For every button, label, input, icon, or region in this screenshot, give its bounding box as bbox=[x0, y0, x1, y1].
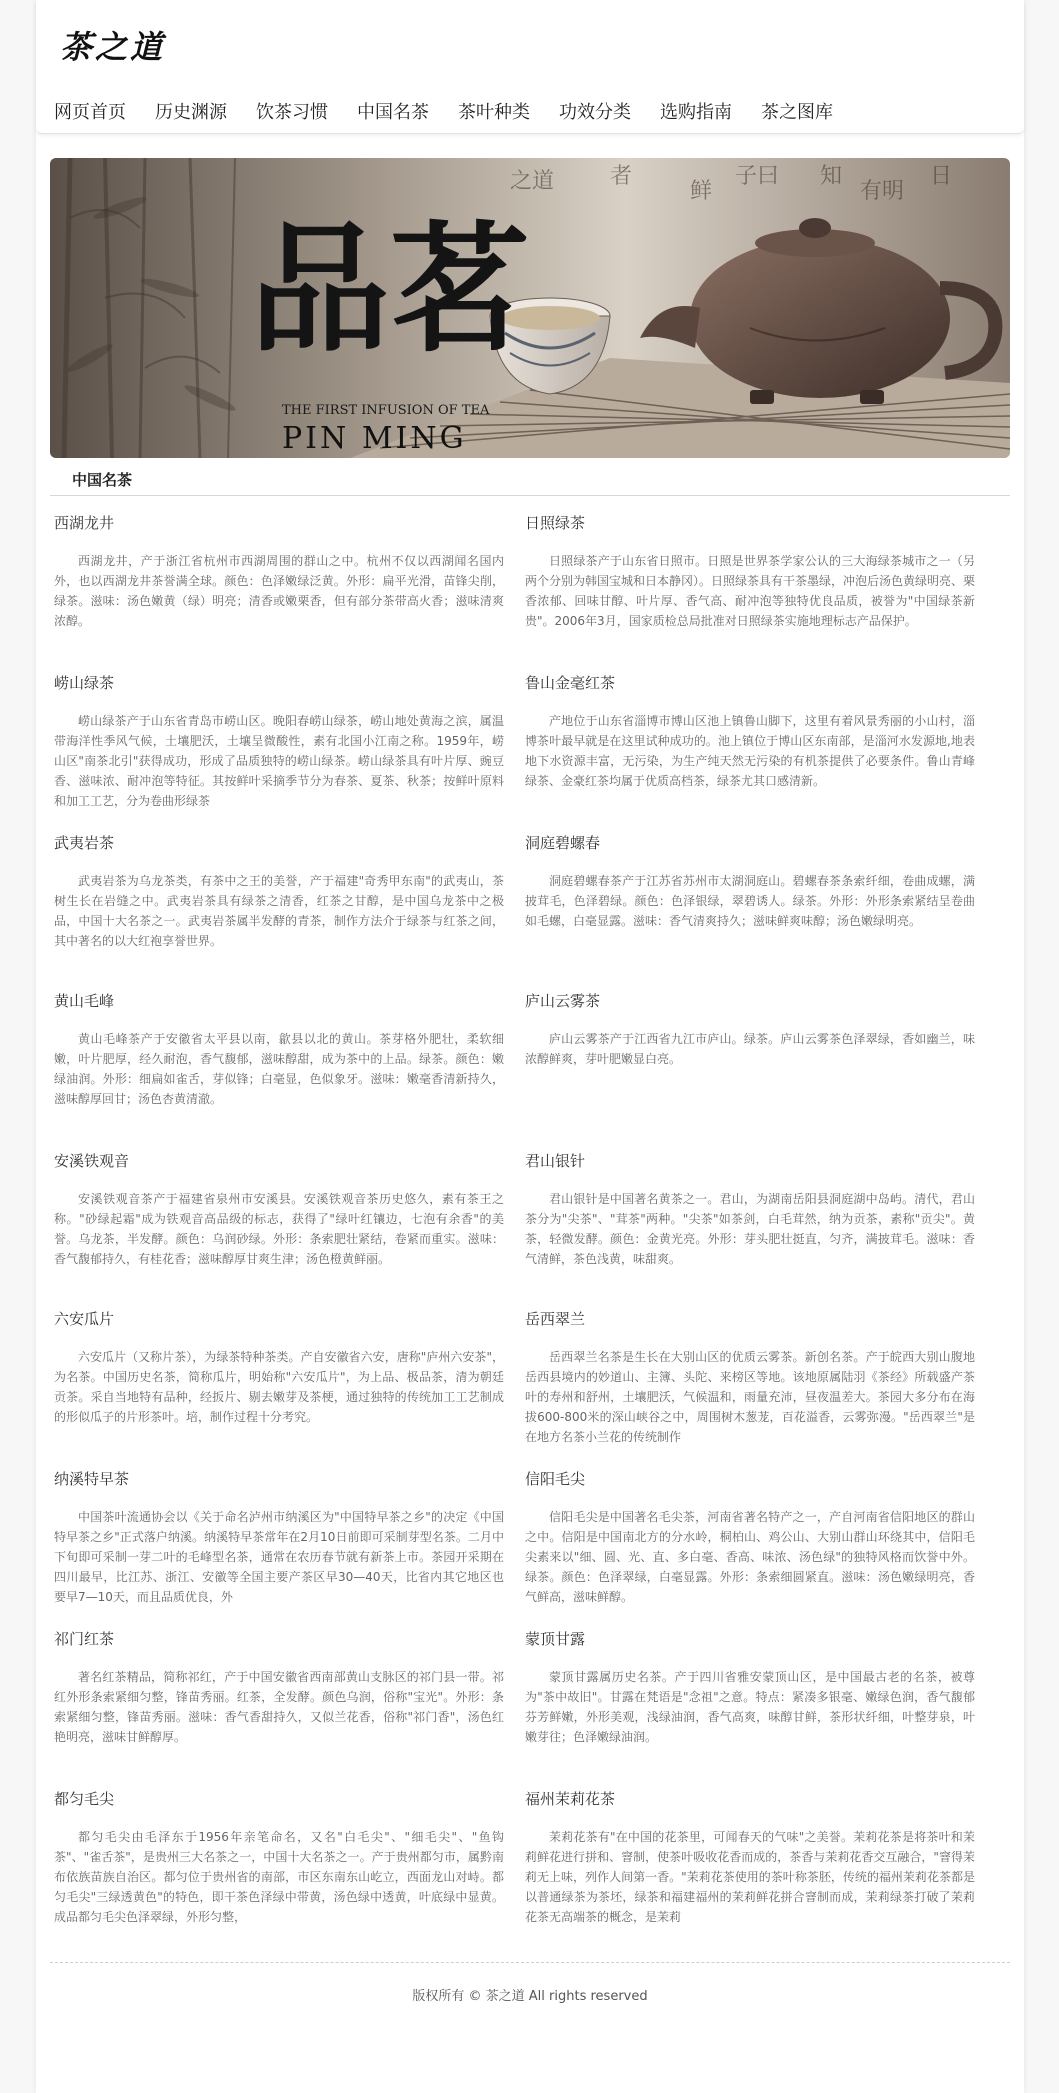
tea-name[interactable]: 安溪铁观音 bbox=[54, 1152, 130, 1170]
nav-item-tea-types[interactable]: 茶叶种类 bbox=[458, 102, 530, 123]
nav-item-drinking-habits[interactable]: 饮茶习惯 bbox=[256, 102, 328, 123]
tea-name[interactable]: 纳溪特早茶 bbox=[54, 1470, 130, 1488]
nav-item-gallery[interactable]: 茶之图库 bbox=[761, 102, 833, 123]
tea-description: 安溪铁观音茶产于福建省泉州市安溪县。安溪铁观音茶历史悠久，素有茶王之称。"砂绿起霜"成为铁观音高品级的标志，获得了"绿叶红镶边，七泡有余香"的美誉。乌龙茶，半发酵。颜色：乌润砂绿。外形：条索肥壮紧结，卷紧而重实。滋味：香气馥郁持久，有桂花香；滋味醇厚甘爽生津；汤色橙黄鲜丽。 bbox=[54, 1192, 504, 1266]
banner-calligraphy-0: 子曰 bbox=[735, 164, 780, 189]
tea-card bbox=[54, 513, 504, 631]
tea-name[interactable]: 洞庭碧螺春 bbox=[525, 834, 601, 852]
tea-name[interactable]: 都匀毛尖 bbox=[54, 1790, 115, 1808]
banner-calligraphy-5: 有明 bbox=[860, 179, 905, 204]
tea-card bbox=[525, 1629, 975, 1767]
tea-description: 蒙顶甘露属历史名茶。产于四川省雅安蒙顶山区，是中国最古老的名茶，被尊为"茶中故旧"。甘露在梵语是"念祖"之意。特点：紧凑多银毫、嫩绿色润，香气馥郁芬芳鲜嫩，外形美观，浅绿油润，香气高爽，味醇甘鲜，茶形状纤细，叶整芽泉，叶嫩芽往；色泽嫩绿油润。 bbox=[525, 1670, 975, 1744]
tea-name[interactable]: 信阳毛尖 bbox=[525, 1470, 586, 1488]
tea-description: 西湖龙井，产于浙江省杭州市西湖周围的群山之中。杭州不仅以西湖闻名国内外，也以西湖龙井茶誉满全球。颜色：色泽嫩绿泛黄。外形：扁平光滑，苗锋尖削，绿茶。滋味：汤色嫩黄（绿）明亮；清香或嫩栗香，但有部分茶带高火香；滋味清爽浓醇。 bbox=[54, 554, 504, 628]
tea-description: 武夷岩茶为乌龙茶类，有茶中之王的美誉，产于福建"奇秀甲东南"的武夷山，茶树生长在岩缝之中。武夷岩茶具有绿茶之清香，红茶之甘醇，是中国乌龙茶中之极品，中国十大名茶之一。武夷岩茶属半发酵的青茶，制作方法介于绿茶与红茶之间，其中著名的以大红袍享誉世界。 bbox=[54, 874, 504, 948]
tea-card bbox=[525, 1309, 975, 1467]
tea-card bbox=[54, 1151, 504, 1289]
tea-name[interactable]: 西湖龙井 bbox=[54, 514, 115, 532]
tea-description: 茉莉花茶有"在中国的花茶里，可闻春天的气味"之美誉。茉莉花茶是将茶叶和茉莉鲜花进行拼和、窨制，使茶叶吸收花香而成的，茶香与茉莉花香交互融合，"窨得茉莉无上味，列作人间第一香。"茉莉花茶使用的茶叶称茶胚，传统的福州茉莉花茶都是以普通绿茶为茶坯，绿茶和福建福州的茉莉鲜花拼合窨制而成，茉莉绿茶打破了茉莉花茶无高端茶的概念，是茉莉 bbox=[525, 1830, 975, 1924]
site-logo[interactable]: 茶之道 bbox=[60, 28, 166, 66]
section-title: 中国名茶 bbox=[72, 471, 133, 489]
banner-calligraphy-6: 日 bbox=[930, 164, 953, 189]
tea-name[interactable]: 武夷岩茶 bbox=[54, 834, 115, 852]
tea-name[interactable]: 庐山云雾茶 bbox=[525, 992, 601, 1010]
tea-card bbox=[54, 673, 504, 831]
tea-name[interactable]: 鲁山金毫红茶 bbox=[525, 674, 616, 692]
tea-name[interactable]: 日照绿茶 bbox=[525, 514, 586, 532]
hero-banner bbox=[50, 158, 1010, 458]
tea-description: 六安瓜片（又称片茶），为绿茶特种茶类。产自安徽省六安，唐称"庐州六安茶"，为名茶。中国历史名茶，简称瓜片，明始称"六安瓜片"，为上品、极品茶，清为朝廷贡茶。采自当地特有品种，经扳片、剔去嫩芽及茶梗，通过独特的传统加工工艺制成的形似瓜子的片形茶叶。培，制作过程十分考究。 bbox=[54, 1350, 504, 1424]
tea-card bbox=[54, 1629, 504, 1767]
tea-name[interactable]: 黄山毛峰 bbox=[54, 992, 115, 1010]
nav-item-effects[interactable]: 功效分类 bbox=[559, 102, 631, 123]
banner-title: 品茗 bbox=[250, 208, 531, 372]
tea-name[interactable]: 福州茉莉花茶 bbox=[525, 1790, 616, 1808]
tea-card bbox=[525, 513, 975, 671]
tea-card bbox=[525, 1151, 975, 1289]
nav-item-famous-teas[interactable]: 中国名茶 bbox=[357, 102, 429, 123]
tea-description: 崂山绿茶产于山东省青岛市崂山区。晚阳春崂山绿茶，崂山地处黄海之滨，属温带海洋性季风气候，土壤肥沃，土壤呈微酸性，素有北国小江南之称。1959年，崂山区"南茶北引"获得成功，形成了品质独特的崂山绿茶。崂山绿茶具有叶片厚、豌豆香、滋味浓、耐冲泡等特征。其按鲜叶采摘季节分为春茶、夏茶、秋茶；按鲜叶原料和加工工艺，分为卷曲形绿茶 bbox=[54, 714, 504, 808]
banner-calligraphy-1: 之道 bbox=[510, 169, 555, 194]
footer-divider bbox=[50, 1962, 1010, 1963]
tea-card bbox=[525, 833, 975, 971]
banner-brand: PIN MING bbox=[282, 421, 467, 456]
nav-item-history[interactable]: 历史渊源 bbox=[155, 102, 227, 123]
tea-description: 黄山毛峰茶产于安徽省太平县以南，歙县以北的黄山。茶芽格外肥壮，柔软细嫩，叶片肥厚，经久耐泡，香气馥郁，滋味醇甜，成为茶中的上品。绿茶。颜色：嫩绿油润。外形：细扁如雀舌，芽似锋；白毫显，色似象牙。滋味：嫩毫香清新持久，滋味醇厚回甘；汤色杏黄清澈。 bbox=[54, 1032, 504, 1106]
tea-description: 信阳毛尖是中国著名毛尖茶，河南省著名特产之一，产自河南省信阳地区的群山之中。信阳是中国南北方的分水岭，桐柏山、鸡公山、大别山群山环绕其中，信阳毛尖素来以"细、圆、光、直、多白毫、香高、味浓、汤色绿"的独特风格而饮誉中外。绿茶。颜色：色泽翠绿，白毫显露。外形：条索细圆紧直。滋味：汤色嫩绿明亮，香气鲜高，滋味鲜醇。 bbox=[525, 1510, 975, 1604]
tea-description: 著名红茶精品，简称祁红，产于中国安徽省西南部黄山支脉区的祁门县一带。祁红外形条索紧细匀整，锋苗秀丽。红茶，全发酵。颜色乌润，俗称"宝光"。外形：条索紧细匀整，锋苗秀丽。滋味：香气香甜持久，又似兰花香，俗称"祁门香"，汤色红艳明亮，滋味甘鲜醇厚。 bbox=[54, 1670, 504, 1744]
tea-card bbox=[54, 1469, 504, 1627]
banner-subtitle: THE FIRST INFUSION OF TEA bbox=[282, 403, 490, 418]
tea-name[interactable]: 君山银针 bbox=[525, 1152, 586, 1170]
tea-description: 中国茶叶流通协会以《关于命名泸州市纳溪区为"中国特早茶之乡"的决定《中国特早茶之乡"正式落户纳溪。纳溪特早茶常年在2月10日前即可采制芽型名茶。二月中下旬即可采制一芽二叶的毛峰型名茶，通常在农历春节就有新茶上市。茶园开采期在四川最早，比江苏、浙江、安徽等全国主要产茶区早30—40天，比省内其它地区也要早7—10天，而且品质优良，外 bbox=[54, 1510, 504, 1604]
tea-name[interactable]: 六安瓜片 bbox=[54, 1310, 115, 1328]
tea-name[interactable]: 祁门红茶 bbox=[54, 1630, 115, 1648]
tea-name[interactable]: 蒙顶甘露 bbox=[525, 1630, 586, 1648]
tea-description: 都匀毛尖由毛泽东于1956年亲笔命名，又名"白毛尖"、"细毛尖"、"鱼钩茶"、"雀舌茶"，是贵州三大名茶之一，中国十大名茶之一。产于贵州都匀市，属黔南布依族苗族自治区。都匀位于贵州省的南部，市区东南东山屹立，西面龙山对峙。都匀毛尖"三绿透黄色"的特色，即干茶色泽绿中带黄，汤色绿中透黄，叶底绿中显黄。成品都匀毛尖色泽翠绿，外形匀整， bbox=[54, 1830, 504, 1924]
tea-description: 君山银针是中国著名黄茶之一。君山，为湖南岳阳县洞庭湖中岛屿。清代，君山茶分为"尖茶"、"茸茶"两种。"尖茶"如茶剑，白毛茸然，纳为贡茶，素称"贡尖"。黄茶，轻微发酵。颜色：金黄光亮。外形：芽头肥壮挺直，匀齐，满披茸毛。滋味：香气清鲜，茶色浅黄，味甜爽。 bbox=[525, 1192, 975, 1266]
tea-card bbox=[54, 833, 504, 971]
tea-card bbox=[54, 1309, 504, 1467]
tea-card bbox=[54, 991, 504, 1129]
banner-illustration bbox=[50, 158, 1010, 458]
tea-card bbox=[525, 1469, 975, 1627]
page-container bbox=[36, 0, 1024, 2093]
tea-description: 庐山云雾茶产于江西省九江市庐山。绿茶。庐山云雾茶色泽翠绿，香如幽兰，味浓醇鲜爽，芽叶肥嫩显白亮。 bbox=[525, 1032, 975, 1066]
nav-item-home[interactable]: 网页首页 bbox=[54, 102, 126, 123]
main-nav bbox=[54, 98, 862, 124]
tea-name[interactable]: 岳西翠兰 bbox=[525, 1310, 586, 1328]
tea-card bbox=[525, 673, 975, 831]
tea-card bbox=[54, 1789, 504, 1947]
site-header bbox=[36, 0, 1024, 134]
tea-description: 岳西翠兰名茶是生长在大别山区的优质云雾茶。新创名茶。产于皖西大别山腹地岳西县境内的妙道山、主簿、头陀、来榜区等地。该地原属陆羽《茶经》所载盛产茶叶的寿州和舒州，土壤肥沃，气候温和，雨量充沛，昼夜温差大。茶园大多分布在海拔600-800米的深山峡谷之中，周围树木葱茏，百花溢香，云雾弥漫。"岳西翠兰"是在地方名茶小兰花的传统制作 bbox=[525, 1350, 975, 1444]
tea-card bbox=[525, 1789, 975, 1947]
nav-item-buying-guide[interactable]: 选购指南 bbox=[660, 102, 732, 123]
tea-description: 产地位于山东省淄博市博山区池上镇鲁山脚下，这里有着风景秀丽的小山村，淄博茶叶最早就是在这里试种成功的。池上镇位于博山区东南部，是淄河水发源地,地表地下水资源丰富，无污染，为生产纯天然无污染的有机茶提供了必要条件。鲁山青峰绿茶、金豪红茶均属于优质高档茶，绿茶尤其口感清新。 bbox=[525, 714, 975, 788]
tea-name[interactable]: 崂山绿茶 bbox=[54, 674, 115, 692]
section-divider bbox=[50, 495, 1010, 496]
tea-description: 日照绿茶产于山东省日照市。日照是世界茶学家公认的三大海绿茶城市之一（另两个分别为韩国宝城和日本静冈）。日照绿茶具有干茶墨绿，冲泡后汤色黄绿明亮、栗香浓郁、回味甘醇、叶片厚、香气高、耐冲泡等独特优良品质，被誉为"中国绿茶新贵"。2006年3月，国家质检总局批准对日照绿茶实施地理标志产品保护。 bbox=[525, 554, 975, 628]
banner-calligraphy-3: 鲜 bbox=[690, 179, 713, 204]
site-footer: 版权所有 © 茶之道 All rights reserved bbox=[412, 1989, 648, 2004]
tea-description: 洞庭碧螺春茶产于江苏省苏州市太湖洞庭山。碧螺春茶条索纤细，卷曲成螺，满披茸毛，色泽碧绿。颜色：色泽银绿，翠碧诱人。绿茶。外形：外形条索紧结呈卷曲如毛螺，白毫显露。滋味：香气清爽持久；滋味鲜爽味醇；汤色嫩绿明亮。 bbox=[525, 874, 975, 928]
banner-calligraphy-4: 知 bbox=[820, 164, 843, 189]
banner-calligraphy-2: 者 bbox=[610, 164, 633, 189]
tea-card bbox=[525, 991, 975, 1089]
